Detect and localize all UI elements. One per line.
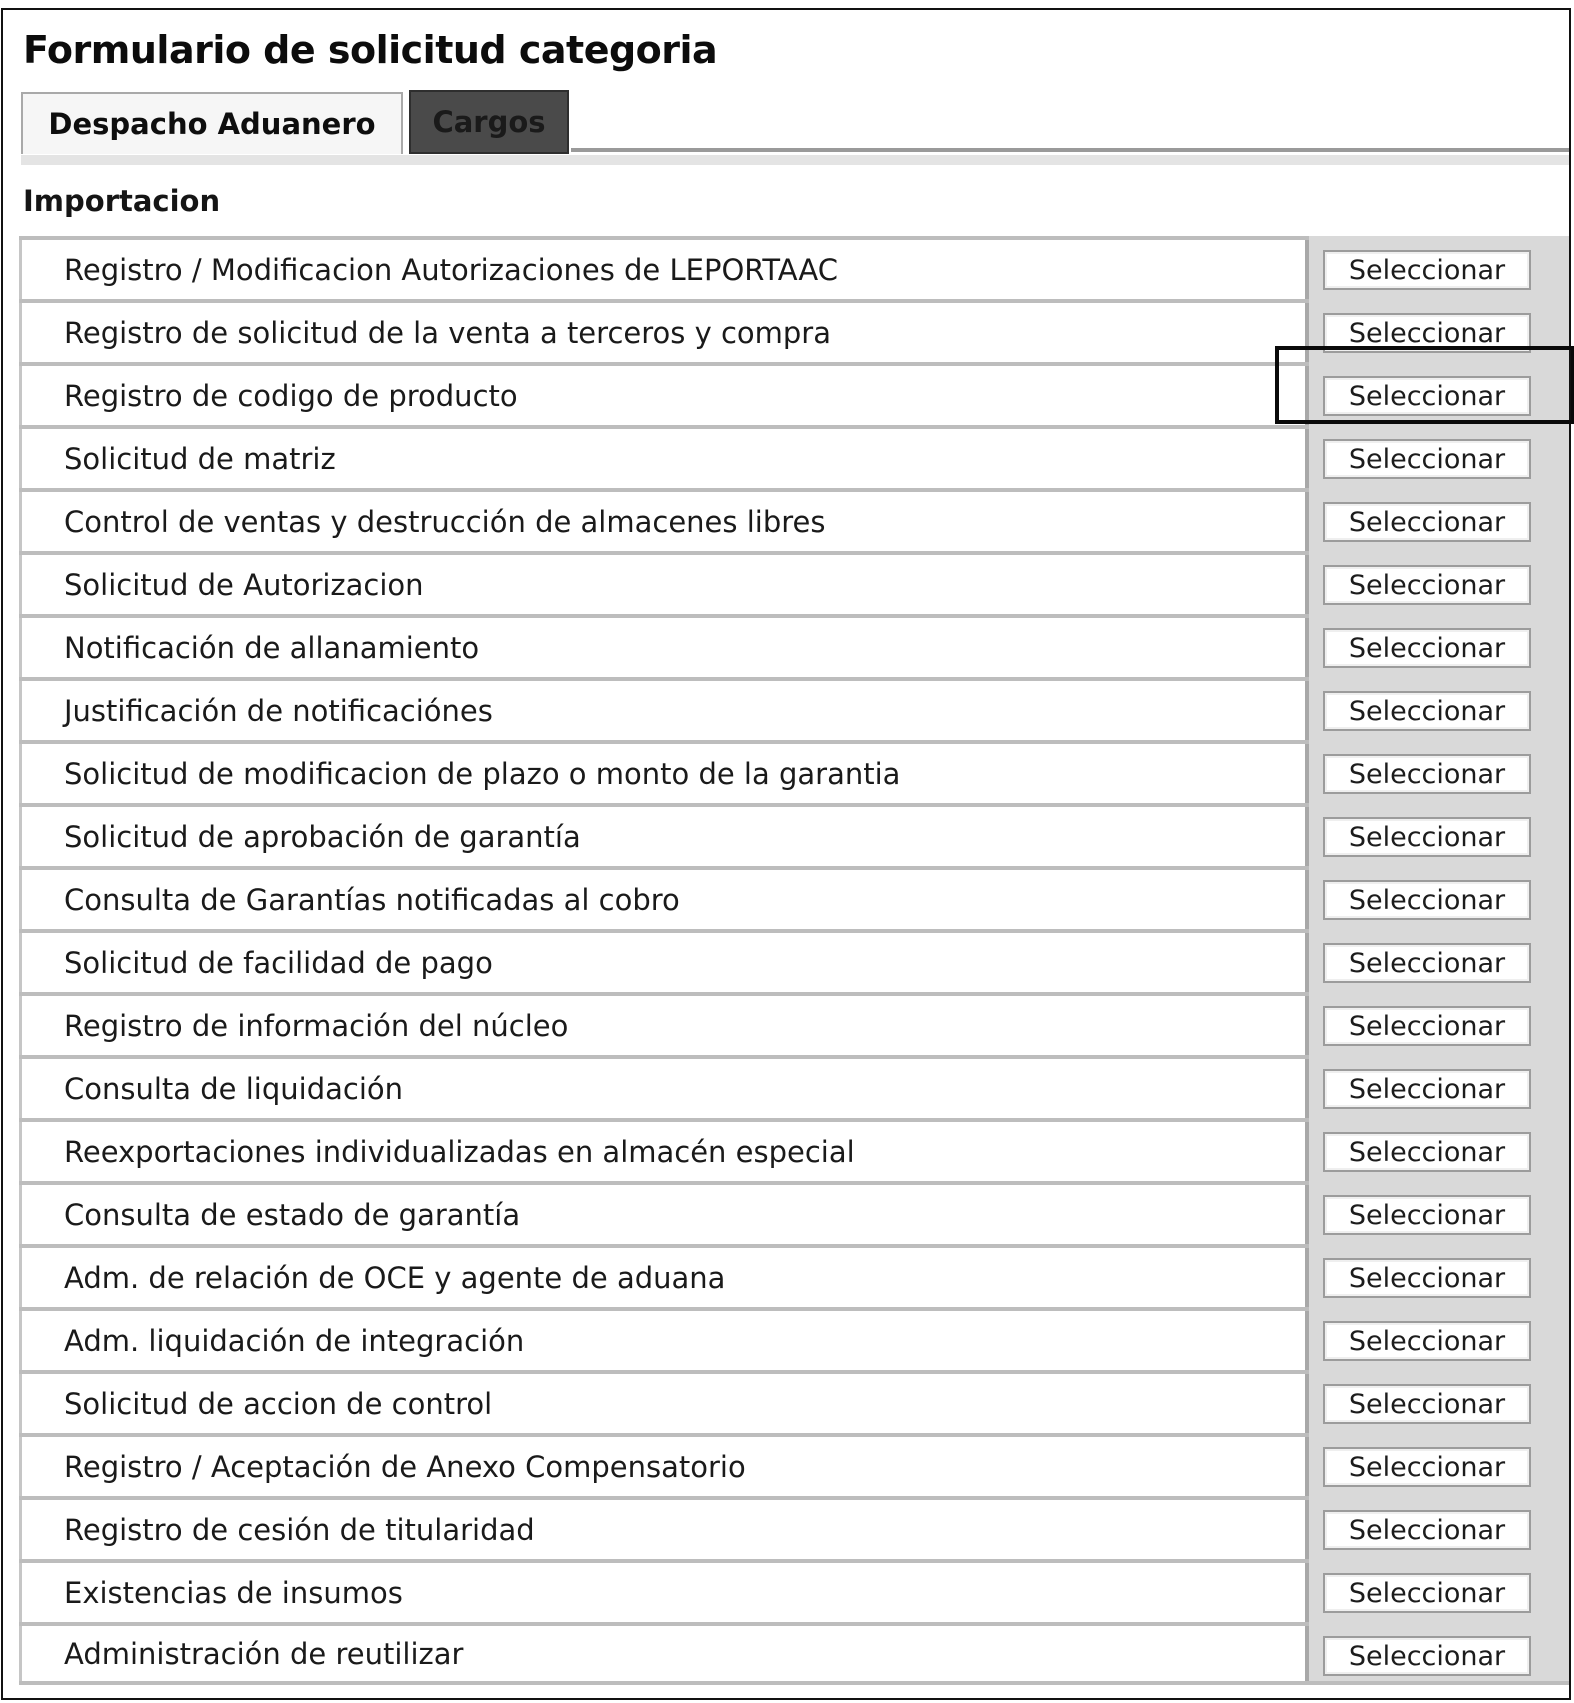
row-action-cell	[1309, 1622, 1571, 1681]
tab-cargos[interactable]: Cargos	[409, 90, 569, 154]
row-label: Control de ventas y destrucción de almacenes libres	[19, 488, 1309, 551]
row-label: Existencias de insumos	[19, 1559, 1309, 1622]
table-row	[19, 362, 1571, 425]
row-label: Consulta de estado de garantía	[19, 1181, 1309, 1244]
row-action-cell	[1309, 299, 1571, 362]
select-button[interactable]: Seleccionar	[1323, 376, 1531, 416]
row-label: Justificación de notificaciónes	[19, 677, 1309, 740]
row-action-cell	[1309, 1559, 1571, 1622]
table-row	[19, 1181, 1571, 1244]
row-label: Solicitud de matriz	[19, 425, 1309, 488]
row-label: Registro de información del núcleo	[19, 992, 1309, 1055]
select-button[interactable]: Seleccionar	[1323, 502, 1531, 542]
row-action-cell	[1309, 425, 1571, 488]
row-action-cell	[1309, 1370, 1571, 1433]
tab-despacho-aduanero[interactable]: Despacho Aduanero	[21, 92, 403, 154]
select-button[interactable]: Seleccionar	[1323, 1447, 1531, 1487]
row-label: Solicitud de accion de control	[19, 1370, 1309, 1433]
row-action-cell	[1309, 677, 1571, 740]
select-button[interactable]: Seleccionar	[1323, 943, 1531, 983]
row-action-cell	[1309, 362, 1571, 425]
tab-bar-divider	[571, 148, 1571, 152]
select-button[interactable]: Seleccionar	[1323, 817, 1531, 857]
row-label: Solicitud de Autorizacion	[19, 551, 1309, 614]
select-button[interactable]: Seleccionar	[1323, 1132, 1531, 1172]
row-label: Adm. liquidación de integración	[19, 1307, 1309, 1370]
select-button[interactable]: Seleccionar	[1323, 691, 1531, 731]
row-label: Reexportaciones individualizadas en almacén especial	[19, 1118, 1309, 1181]
page-title: Formulario de solicitud categoria	[23, 28, 718, 72]
row-action-cell	[1309, 1181, 1571, 1244]
select-button[interactable]: Seleccionar	[1323, 313, 1531, 353]
row-action-cell	[1309, 929, 1571, 992]
table-row	[19, 1559, 1571, 1622]
tab-bar	[21, 86, 1571, 166]
select-button[interactable]: Seleccionar	[1323, 1069, 1531, 1109]
table-row	[19, 1433, 1571, 1496]
row-action-cell	[1309, 740, 1571, 803]
row-label: Registro de cesión de titularidad	[19, 1496, 1309, 1559]
table-row	[19, 677, 1571, 740]
row-action-cell	[1309, 992, 1571, 1055]
select-button[interactable]: Seleccionar	[1323, 1636, 1531, 1676]
table-row	[19, 488, 1571, 551]
row-label: Registro de codigo de producto	[19, 362, 1309, 425]
row-action-cell	[1309, 614, 1571, 677]
select-button[interactable]: Seleccionar	[1323, 754, 1531, 794]
row-action-cell	[1309, 1307, 1571, 1370]
row-action-cell	[1309, 1496, 1571, 1559]
select-button[interactable]: Seleccionar	[1323, 880, 1531, 920]
row-action-cell	[1309, 1433, 1571, 1496]
row-action-cell	[1309, 1055, 1571, 1118]
select-button[interactable]: Seleccionar	[1323, 1573, 1531, 1613]
table-row	[19, 236, 1571, 299]
table-row	[19, 1244, 1571, 1307]
tab-bar-underline	[21, 155, 1571, 165]
select-button[interactable]: Seleccionar	[1323, 1195, 1531, 1235]
row-label: Registro / Modificacion Autorizaciones de LEPORTAAC	[19, 236, 1309, 299]
row-action-cell	[1309, 1118, 1571, 1181]
select-button[interactable]: Seleccionar	[1323, 439, 1531, 479]
row-action-cell	[1309, 551, 1571, 614]
section-label-importacion: Importacion	[23, 184, 221, 218]
row-action-cell	[1309, 488, 1571, 551]
select-button[interactable]: Seleccionar	[1323, 565, 1531, 605]
row-action-cell	[1309, 1244, 1571, 1307]
row-label: Solicitud de facilidad de pago	[19, 929, 1309, 992]
row-label: Solicitud de aprobación de garantía	[19, 803, 1309, 866]
table-row	[19, 1055, 1571, 1118]
select-button[interactable]: Seleccionar	[1323, 1321, 1531, 1361]
table-row	[19, 803, 1571, 866]
select-button[interactable]: Seleccionar	[1323, 1384, 1531, 1424]
request-category-list	[19, 236, 1571, 1685]
row-action-cell	[1309, 866, 1571, 929]
row-action-cell	[1309, 803, 1571, 866]
row-label: Adm. de relación de OCE y agente de aduana	[19, 1244, 1309, 1307]
table-row	[19, 992, 1571, 1055]
row-label: Notificación de allanamiento	[19, 614, 1309, 677]
table-row	[19, 425, 1571, 488]
table-row	[19, 1307, 1571, 1370]
select-button[interactable]: Seleccionar	[1323, 250, 1531, 290]
row-label: Consulta de Garantías notificadas al cobro	[19, 866, 1309, 929]
table-row	[19, 1118, 1571, 1181]
select-button[interactable]: Seleccionar	[1323, 1258, 1531, 1298]
row-label: Administración de reutilizar	[19, 1622, 1309, 1681]
select-button[interactable]: Seleccionar	[1323, 1006, 1531, 1046]
select-button[interactable]: Seleccionar	[1323, 628, 1531, 668]
table-row	[19, 1622, 1571, 1685]
form-window	[1, 8, 1571, 1700]
row-label: Registro de solicitud de la venta a terceros y compra	[19, 299, 1309, 362]
table-row	[19, 866, 1571, 929]
select-button[interactable]: Seleccionar	[1323, 1510, 1531, 1550]
row-label: Solicitud de modificacion de plazo o monto de la garantia	[19, 740, 1309, 803]
row-label: Registro / Aceptación de Anexo Compensatorio	[19, 1433, 1309, 1496]
table-row	[19, 551, 1571, 614]
table-row	[19, 1496, 1571, 1559]
table-row	[19, 614, 1571, 677]
table-row	[19, 299, 1571, 362]
table-row	[19, 929, 1571, 992]
row-label: Consulta de liquidación	[19, 1055, 1309, 1118]
table-row	[19, 1370, 1571, 1433]
row-action-cell	[1309, 236, 1571, 299]
table-row	[19, 740, 1571, 803]
